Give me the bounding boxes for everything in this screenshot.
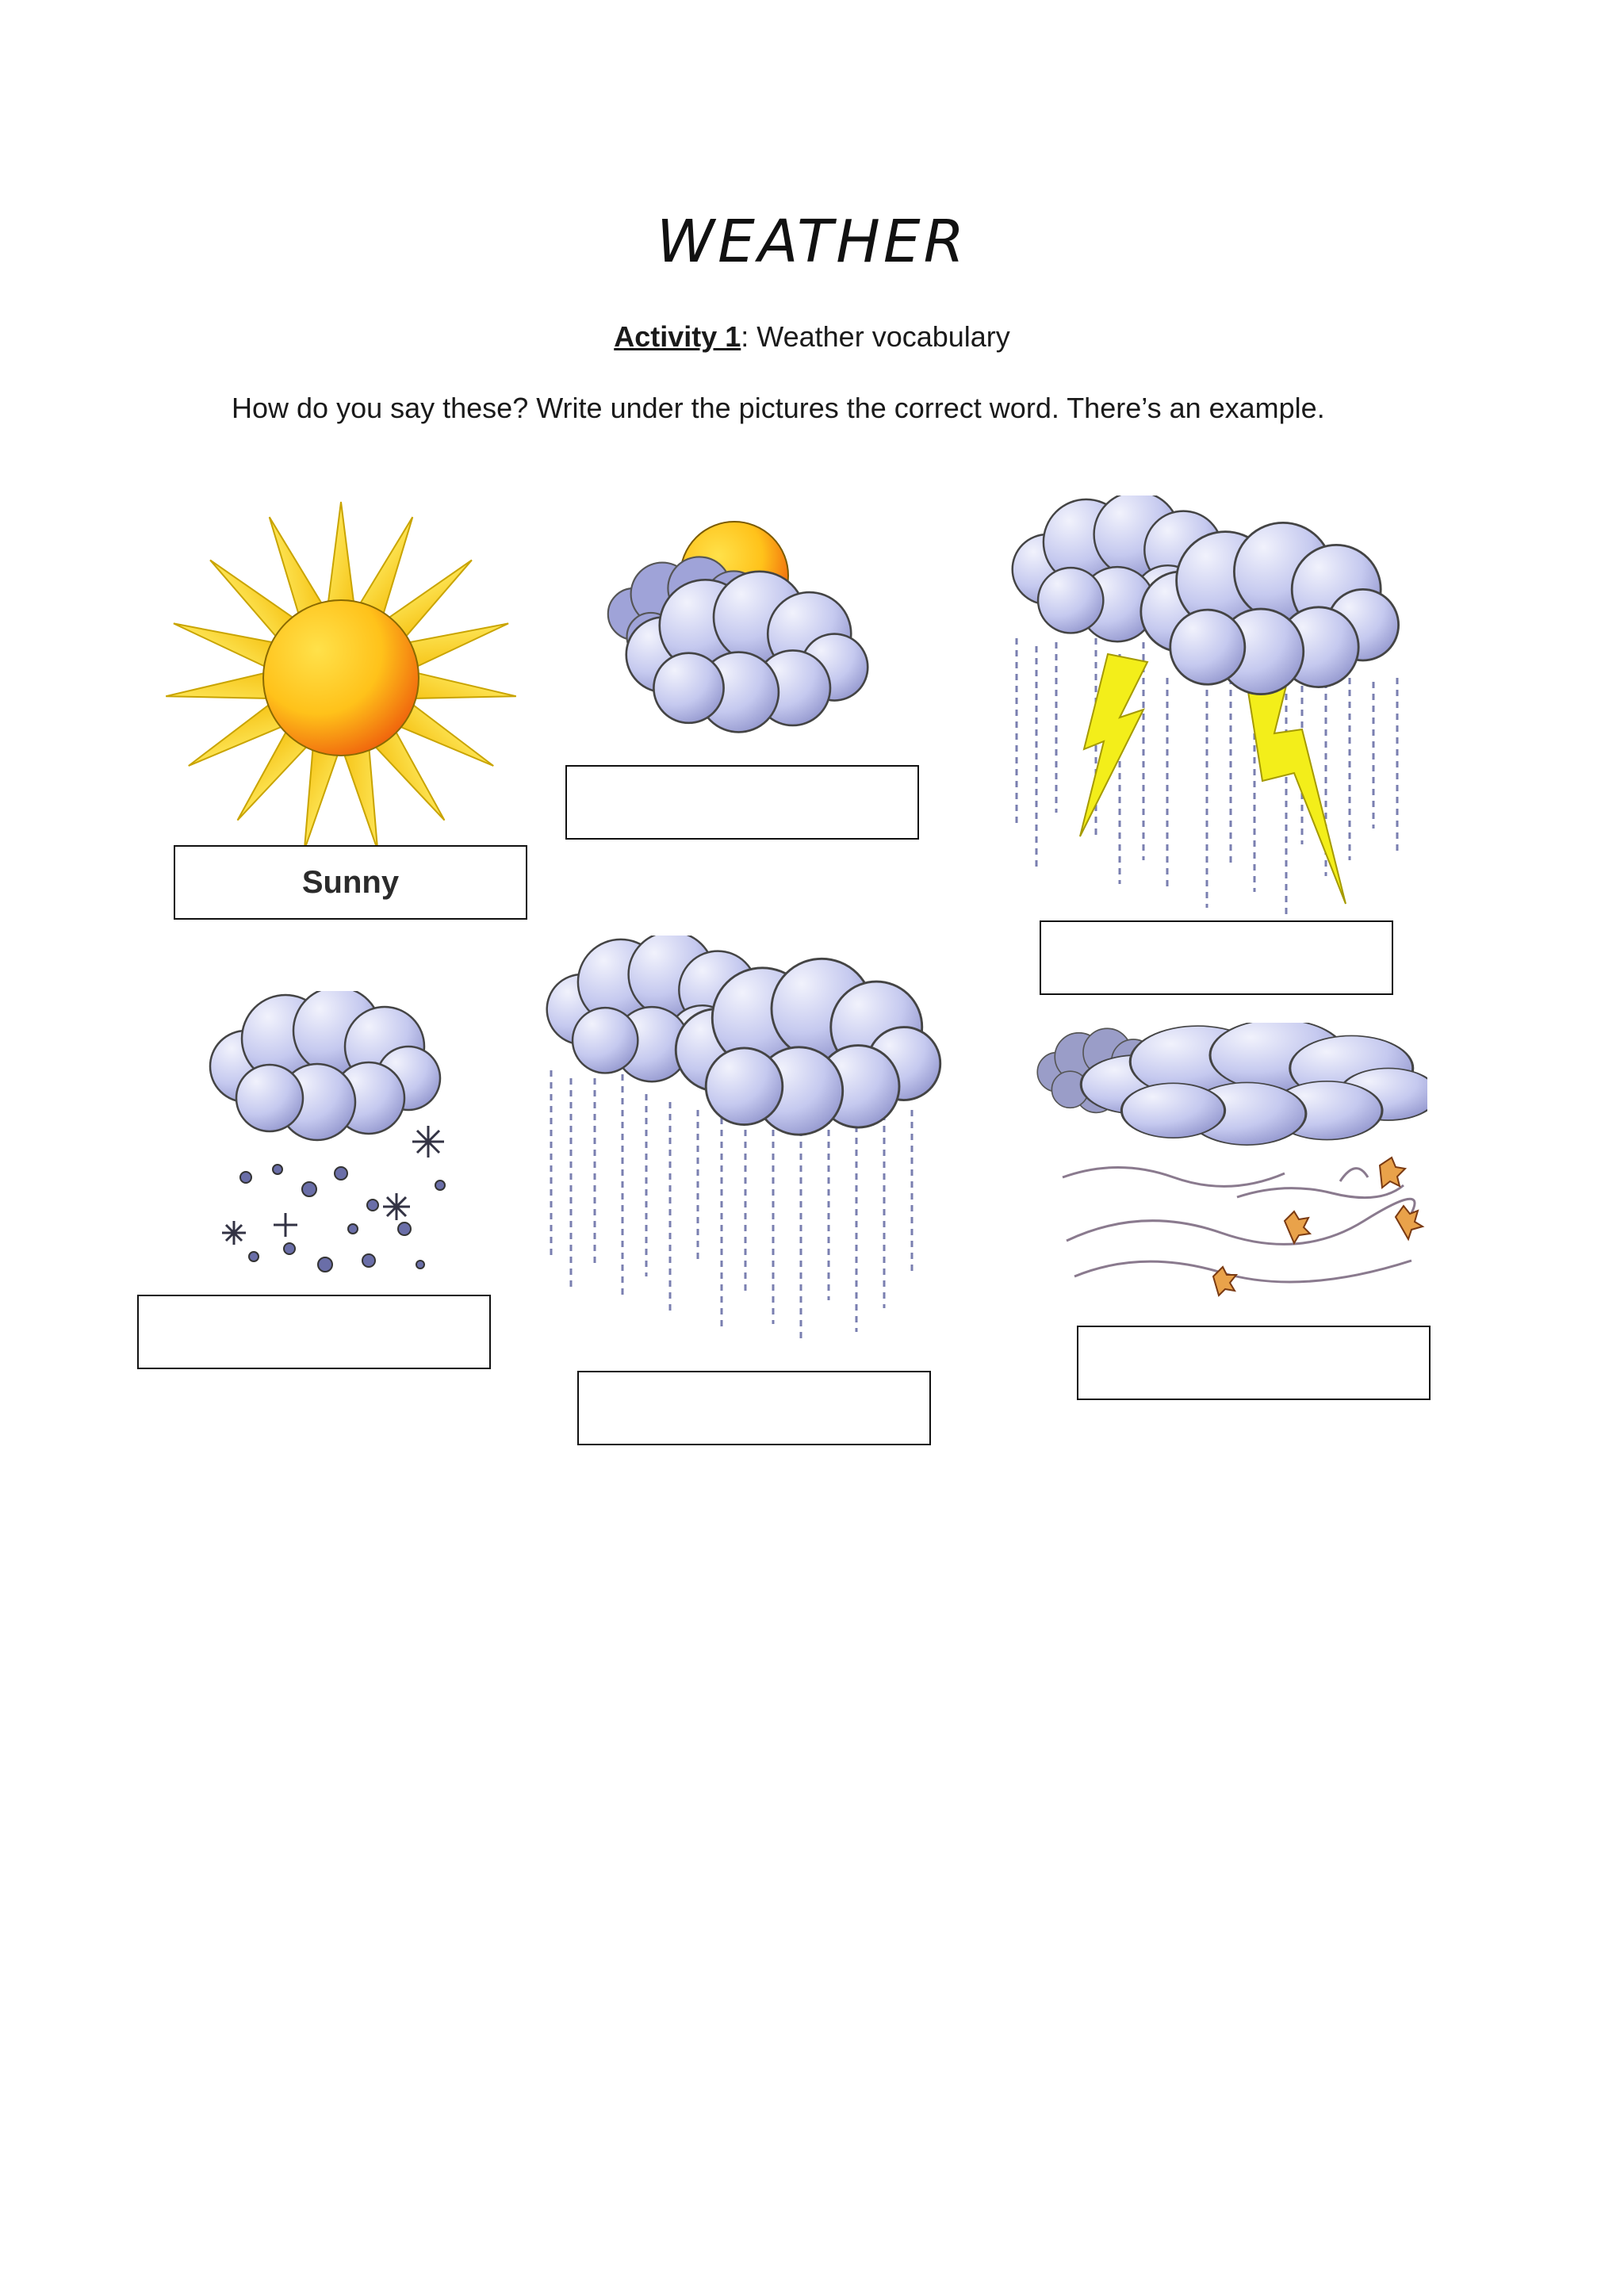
answer-box-5[interactable] — [577, 1371, 931, 1445]
activity-heading — [0, 320, 1624, 354]
answer-box-sunny[interactable]: Sunny — [174, 845, 527, 920]
sun-behind-cloud-icon — [599, 520, 869, 758]
snow-cloud-icon — [190, 991, 460, 1292]
thunderstorm-icon — [1001, 496, 1429, 928]
sun-icon — [163, 499, 519, 848]
answer-box-2[interactable] — [565, 765, 919, 840]
answer-box-4[interactable] — [137, 1295, 491, 1369]
windy-cloud-icon — [1031, 1023, 1427, 1308]
activity-suffix: : Weather vocabulary — [741, 320, 1010, 353]
rain-clouds-icon — [535, 936, 963, 1348]
answer-box-3[interactable] — [1040, 920, 1393, 995]
answer-box-6[interactable] — [1077, 1326, 1431, 1400]
page-title: WEATHER — [656, 208, 968, 276]
activity-label: Activity 1 — [614, 320, 741, 353]
instruction-text: How do you say these? Write under the pictures the correct word. There’s an example. — [232, 392, 1325, 424]
